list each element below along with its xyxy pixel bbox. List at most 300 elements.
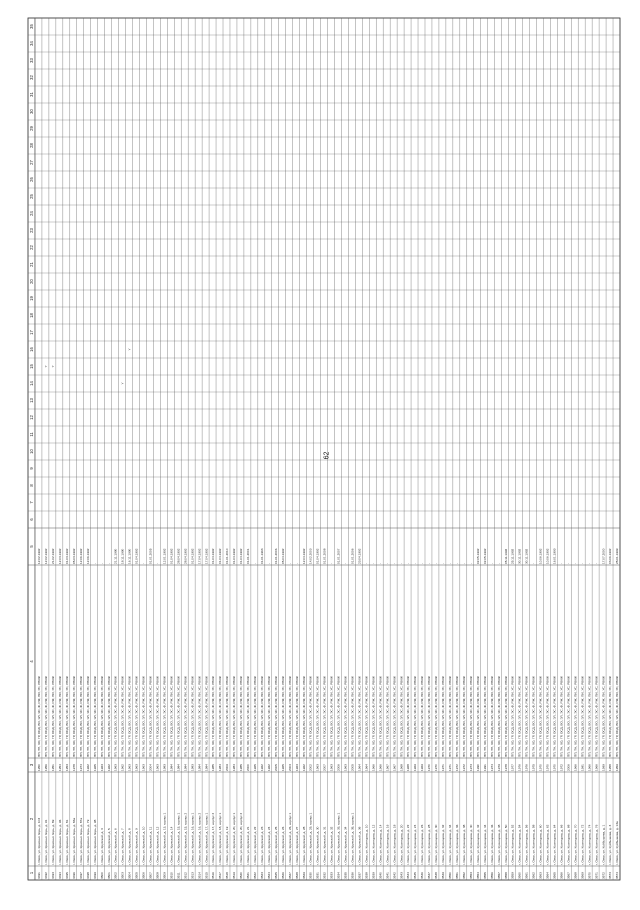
cell-date: - xyxy=(448,562,453,564)
cell-funds: ПП, ТН, ХО, ГР, ОСД, ВО, ЭЛ, ЭС, Ф, РЖ, ПИ, УС, РВКЖ xyxy=(580,675,585,757)
cell-id: 3572 xyxy=(601,872,606,879)
cell-year: 2000 xyxy=(246,764,251,771)
cell-date: - xyxy=(420,562,425,564)
cell-funds: ПП, ТН, ХО, ГР, ОСД, ВО, ЭЛ, ЭС, Ф, РЖ, ПИ, УС, РВКЖ xyxy=(301,675,306,757)
cell-funds: ПП, ТН, ХО, ГР, ОСД, ВО, ЭЛ, ЭС, Ф, РЖ, ПИ, УС, РВКЖ xyxy=(461,675,466,757)
cell-year: 1972 xyxy=(559,764,564,771)
cell-address: г. Омск, ул. Красных Зорь, д. 103 xyxy=(37,817,42,865)
cell-funds: ПП, ТН, ХО, ГР, ОСД, ВО, ЭЛ, ЭС, Ф, РЖ, ПИ, УС, РВКЖ xyxy=(141,675,146,757)
cell-address: г. Омск, ул. Кузнецова, д. 26 xyxy=(420,824,425,865)
cell-year: 1962 xyxy=(266,764,271,771)
cell-year: 1963 xyxy=(155,764,160,771)
cell-funds: ПП, ТН, ХО, ГР, ОСД, ВО, ЭЛ, ЭС, Ф, РЖ, ПИ, УС, РВКЖ xyxy=(468,675,473,757)
cell-date: 21.02.1992 xyxy=(51,548,56,564)
cell-id: 3548 xyxy=(434,872,439,879)
cell-address: г. Омск, ул. Крупской, д. 23 xyxy=(259,826,264,865)
cell-year: 1962 xyxy=(120,764,125,771)
cell-address: г. Омск, ул. Красных Зорь, д. 79 xyxy=(85,819,90,865)
cell-year: 1964 xyxy=(364,764,369,771)
cell-address: г. Омск, ул. Кузнецова, д. 36 xyxy=(455,824,460,865)
cell-year: 1991 xyxy=(482,764,487,771)
cell-date: 01.04.1992 xyxy=(232,548,237,564)
cell-funds: ПП, ТН, ХО, ГР, ОСД, ВО, ЭЛ, ЭС, Ф, РЖ, ПИ, УС, РВКЖ xyxy=(566,675,571,757)
cell-year: 2005 xyxy=(350,764,355,771)
cell-address: г. Омск, ул. Кузнецова, д. 70 xyxy=(573,824,578,865)
cell-year: 1970 xyxy=(552,764,557,771)
cell-mark: Y xyxy=(44,365,49,368)
cell-address: г. Омск, ул. Крупской, д. 9 xyxy=(134,828,139,865)
cell-year: 1963 xyxy=(343,764,348,771)
cell-date: - xyxy=(461,562,466,564)
cell-funds: ПП, ТН, ХО, ГР, ОСД, ВО, ЭЛ, ЭС, Ф, РЖ, ПИ, УС, РВКЖ xyxy=(420,675,425,757)
cell-id: 3522 xyxy=(253,872,258,879)
cell-date: - xyxy=(566,562,571,564)
cell-address: г. Омск, ул. Кузнецова, д. 38 xyxy=(461,824,466,865)
cell-date: 12.02.1992 xyxy=(44,548,49,564)
cell-id: 3551 xyxy=(455,872,460,879)
cell-date: 17.04.1992 xyxy=(197,548,202,564)
cell-address: г. Омск, ул. Крупской, д. 17, корпус 2 xyxy=(211,812,216,865)
cell-year: 1967 xyxy=(392,764,397,771)
cell-funds: ПП, ТН, ХО, ГР, ОСД, ВО, ЭЛ, ЭС, Ф, РЖ, ПИ, УС, РВКЖ xyxy=(329,675,334,757)
cell-funds: ПП, ТН, ХО, ГР, ОСД, ВО, ЭЛ, ЭС, Ф, РЖ, ПИ, УС, РВКЖ xyxy=(448,675,453,757)
cell-year: 1990 xyxy=(475,764,480,771)
cell-id: 3524 xyxy=(266,872,271,879)
cell-date: 18.11.1990 xyxy=(120,548,125,564)
cell-date: 23.04.1992 xyxy=(357,548,362,564)
cell-id: 3500 xyxy=(99,872,104,879)
cell-address: г. Омск, ул. Кузнецова, д. 40 xyxy=(468,824,473,865)
cell-funds: ПП, ТН, ХО, ГР, ОСД, ВО, ЭЛ, ЭС, Ф, РЖ, ПИ, УС, РВКЖ xyxy=(496,675,501,757)
cell-id: 3514 xyxy=(197,872,202,879)
cell-address: г. Омск, ул. Кузнецова, д. 28 xyxy=(427,824,432,865)
cell-date: 02.05.1992 xyxy=(475,548,480,564)
header-cell: 1 xyxy=(29,871,35,875)
cell-funds: ПП, ТН, ХО, ГР, ОСД, ВО, ЭЛ, ЭС, Ф, РЖ, ПИ, УС, РВКЖ xyxy=(218,675,223,757)
cell-id: 3492 xyxy=(44,872,49,879)
cell-date: - xyxy=(573,562,578,564)
cell-mark: Y xyxy=(120,382,125,385)
cell-funds: ПП, ТН, ХО, ГР, ОСД, ВО, ЭЛ, ЭС, Ф, РЖ, ПИ, УС, РВКЖ xyxy=(64,675,69,757)
cell-address: г. Омск, ул. Кузнецова, д. 62 xyxy=(545,824,550,865)
cell-address: г. Омск, ул. Крупской, д. 20, корпус 1 xyxy=(232,812,237,865)
cell-year: 1984 xyxy=(232,764,237,771)
cell-funds: ПП, ТН, ХО, ГР, ОСД, ВО, ЭЛ, ЭС, Ф, РЖ, ПИ, УС, РВКЖ xyxy=(51,675,56,757)
cell-year: 1984 xyxy=(197,764,202,771)
cell-address: г. Омск, ул. Кузнецова, д. 30 xyxy=(434,824,439,865)
cell-address: г. Омск, ул. Кузнецова, д. 52 xyxy=(510,824,515,865)
cell-funds: ПП, ТН, ХО, ГР, ОСД, ВО, ЭЛ, ЭС, Ф, РЖ, ПИ, УС, РВКЖ xyxy=(399,675,404,757)
cell-id: 3549 xyxy=(441,872,446,879)
cell-date: 30.11.1992 xyxy=(517,548,522,564)
cell-address: г. Омск, ул. Крупской, д. 14 xyxy=(169,826,174,865)
cell-id: 3528 xyxy=(294,872,299,879)
cell-id: 3527 xyxy=(287,872,292,879)
cell-address: г. Омск, ул. Крупской, д. 19 xyxy=(225,826,230,865)
header-cell: 12 xyxy=(29,415,35,420)
header-cell: 4 xyxy=(29,660,35,663)
cell-id: 3513 xyxy=(190,872,195,879)
cell-address: г. Омск, ул. Кузнецова, д. 56 xyxy=(524,824,529,865)
cell-funds: ПП, ТН, ХО, ГР, ОСД, ВО, ЭЛ, ЭС, Ф, РЖ, ПИ, УС, РВКЖ xyxy=(482,675,487,757)
cell-id: 3567 xyxy=(566,872,571,879)
cell-funds: ПП, ТН, ХО, ГР, ОСД, ВО, ЭЛ, ЭС, Ф, РЖ, ПИ, УС, РВКЖ xyxy=(78,675,83,757)
cell-id: 3511 xyxy=(176,872,181,879)
cell-funds: ПП, ТН, ХО, ГР, ОСД, ВО, ЭЛ, ЭС, Ф, РЖ, ПИ, УС, РВКЖ xyxy=(615,675,620,757)
cell-year: 1963 xyxy=(134,764,139,771)
cell-date: - xyxy=(106,562,111,564)
header-cell: 5 xyxy=(29,545,35,548)
cell-date: 01.01.2006 xyxy=(273,548,278,564)
cell-funds: ПП, ТН, ХО, ГР, ОСД, ВО, ЭЛ, ЭС, Ф, РЖ, ПИ, УС, РВКЖ xyxy=(204,675,209,757)
header-cell: 11 xyxy=(29,432,35,437)
cell-date: - xyxy=(253,562,258,564)
cell-year: 1971 xyxy=(441,764,446,771)
cell-year: 2005 xyxy=(273,764,278,771)
cell-address: г. Омск, ул. Крупской, д. 5 xyxy=(106,828,111,865)
cell-id: 3563 xyxy=(538,872,543,879)
cell-date: 12.04.1992 xyxy=(301,548,306,564)
header-cell: 16 xyxy=(29,347,35,352)
cell-funds: ПП, ТН, ХО, ГР, ОСД, ВО, ЭЛ, ЭС, Ф, РЖ, ПИ, УС, РВКЖ xyxy=(113,675,118,757)
cell-date: 12.03.1992 xyxy=(58,548,63,564)
cell-year: 1984 xyxy=(204,764,209,771)
cell-funds: ПП, ТН, ХО, ГР, ОСД, ВО, ЭЛ, ЭС, Ф, РЖ, ПИ, УС, РВКЖ xyxy=(587,675,592,757)
cell-date: 01.01.2006 xyxy=(350,548,355,564)
cell-year: 1963 xyxy=(127,764,132,771)
cell-id: 3562 xyxy=(531,872,536,879)
cell-address: г. Омск, ул. Кузнецова, д. 14 xyxy=(378,824,383,865)
cell-date: 01.04.1992 xyxy=(239,548,244,564)
cell-funds: ПП, ТН, ХО, ГР, ОСД, ВО, ЭЛ, ЭС, Ф, РЖ, ПИ, УС, РВКЖ xyxy=(559,675,564,757)
cell-address: г. Омск, ул. Куйбышева, д. 13а xyxy=(615,821,620,865)
cell-id: 3493 xyxy=(51,872,56,879)
cell-year: 1984 xyxy=(169,764,174,771)
cell-id: 3564 xyxy=(545,872,550,879)
cell-year: 1970 xyxy=(427,764,432,771)
header-cell: 15 xyxy=(29,364,35,369)
cell-date: - xyxy=(371,562,376,564)
cell-year: 1953 xyxy=(64,764,69,771)
cell-year: 1962 xyxy=(106,764,111,771)
cell-address: г. Омск, ул. Крупской, д. 28 xyxy=(301,826,306,865)
cell-year: 1976 xyxy=(524,764,529,771)
cell-address: г. Омск, ул. Кузнецова, д. 74 xyxy=(587,824,592,865)
cell-date: 01.01.2008 xyxy=(322,548,327,564)
header-cell: 31 xyxy=(29,92,35,97)
cell-year: 1970 xyxy=(545,764,550,771)
cell-date: 12.02.1992 xyxy=(37,548,42,564)
cell-funds: ПП, ТН, ХО, ГР, ОСД, ВО, ЭЛ, ЭС, Ф, РЖ, ПИ, УС, РВКЖ xyxy=(378,675,383,757)
cell-address: г. Омск, ул. Кузнецова, д. 32 xyxy=(441,824,446,865)
cell-year: 1962 xyxy=(259,764,264,771)
cell-date: - xyxy=(294,562,299,564)
cell-id: 3507 xyxy=(148,872,153,879)
cell-id: 3540 xyxy=(378,872,383,879)
cell-year: 1970 xyxy=(538,764,543,771)
cell-year: 1966 xyxy=(378,764,383,771)
cell-funds: ПП, ТН, ХО, ГР, ОСД, ВО, ЭЛ, ЭС, Ф, РЖ, ПИ, УС, РВКЖ xyxy=(127,675,132,757)
cell-id: 3525 xyxy=(273,872,278,879)
cell-year: 1974 xyxy=(78,764,83,771)
cell-year: 1965 xyxy=(280,764,285,771)
cell-year: 1977 xyxy=(510,764,515,771)
cell-id: 3494 xyxy=(58,872,63,879)
cell-year: 1984 xyxy=(176,764,181,771)
cell-date: 17.04.1992 xyxy=(204,548,209,564)
cell-year: 1975 xyxy=(531,764,536,771)
cell-id: 3532 xyxy=(322,872,327,879)
cell-id: 3515 xyxy=(204,872,209,879)
header-cell: 18 xyxy=(29,313,35,318)
header-cell: 32 xyxy=(29,75,35,80)
cell-funds: ПП, ТН, ХО, ГР, ОСД, ВО, ЭЛ, ЭС, Ф, РЖ, ПИ, УС, РВКЖ xyxy=(343,675,348,757)
cell-address: г. Омск, ул. Крупской, д. 32 xyxy=(329,826,334,865)
cell-id: 3531 xyxy=(315,872,320,879)
cell-address: г. Омск, ул. Крупской, д. 21 xyxy=(246,826,251,865)
header-cell: 17 xyxy=(29,330,35,335)
cell-year: 2002 xyxy=(308,764,313,771)
cell-year: 1966 xyxy=(573,764,578,771)
cell-year: 1978 xyxy=(503,764,508,771)
cell-date: - xyxy=(343,562,348,564)
cell-funds: ПП, ТН, ХО, ГР, ОСД, ВО, ЭЛ, ЭС, Ф, РЖ, ПИ, УС, РВКЖ xyxy=(371,675,376,757)
cell-year: 1954 xyxy=(58,764,63,771)
cell-address: г. Омск, ул. Кузнецова, д. 64 xyxy=(552,824,557,865)
cell-id: 3506 xyxy=(141,872,146,879)
cell-date: 01.01.2007 xyxy=(336,548,341,564)
cell-id: 3556 xyxy=(489,872,494,879)
cell-date: - xyxy=(468,562,473,564)
cell-date: 01.04.1992 xyxy=(190,548,195,564)
cell-funds: ПП, ТН, ХО, ГР, ОСД, ВО, ЭЛ, ЭС, Ф, РЖ, ПИ, УС, РВКЖ xyxy=(253,675,258,757)
cell-date: 28.04.1992 xyxy=(183,548,188,564)
cell-year: 1963 xyxy=(113,764,118,771)
cell-address: г. Омск, ул. Крупской, д. 3 xyxy=(99,828,104,865)
cell-id: 3491 xyxy=(37,872,42,879)
cell-date: - xyxy=(406,562,411,564)
cell-funds: ПП, ТН, ХО, ГР, ОСД, ВО, ЭЛ, ЭС, Ф, РЖ, ПИ, УС, РВКЖ xyxy=(211,675,216,757)
cell-funds: ПП, ТН, ХО, ГР, ОСД, ВО, ЭЛ, ЭС, Ф, РЖ, ПИ, УС, РВКЖ xyxy=(315,675,320,757)
cell-id: 3537 xyxy=(357,872,362,879)
header-cell: 35 xyxy=(29,24,35,29)
cell-id: 3536 xyxy=(350,872,355,879)
cell-year: 1969 xyxy=(413,764,418,771)
cell-year: 1963 xyxy=(329,764,334,771)
cell-funds: ПП, ТН, ХО, ГР, ОСД, ВО, ЭЛ, ЭС, Ф, РЖ, ПИ, УС, РВКЖ xyxy=(294,675,299,757)
header-cell: 23 xyxy=(29,228,35,233)
cell-id: 3574 xyxy=(615,872,620,879)
cell-year: 1999 xyxy=(601,764,606,771)
cell-funds: ПП, ТН, ХО, ГР, ОСД, ВО, ЭЛ, ЭС, Ф, РЖ, ПИ, УС, РВКЖ xyxy=(441,675,446,757)
cell-date: 01.01.1963 xyxy=(259,548,264,564)
cell-address: г. Омск, ул. Крупской, д. 27 xyxy=(294,826,299,865)
cell-funds: ПП, ТН, ХО, ГР, ОСД, ВО, ЭЛ, ЭС, Ф, РЖ, ПИ, УС, РВКЖ xyxy=(475,675,480,757)
header-cell: 19 xyxy=(29,296,35,301)
cell-address: г. Омск, ул. Кузнецова, д. 44 xyxy=(482,824,487,865)
cell-address: г. Омск, ул. Крупской, д. 11 xyxy=(148,826,153,865)
cell-date: 05.11.1992 xyxy=(503,548,508,564)
cell-funds: ПП, ТН, ХО, ГР, ОСД, ВО, ЭЛ, ЭС, Ф, РЖ, ПИ, УС, РВКЖ xyxy=(531,675,536,757)
cell-address: г. Омск, ул. Кузнецова, д. 50 xyxy=(503,824,508,865)
cell-address: г. Омск, ул. Кузнецова, д. 54 xyxy=(517,824,522,865)
cell-date: - xyxy=(531,562,536,564)
cell-id: 3550 xyxy=(448,872,453,879)
header-cell: 26 xyxy=(29,177,35,182)
cell-date: - xyxy=(455,562,460,564)
cell-address: г. Омск, ул. Крупской, д. 13, корпус 1 xyxy=(162,812,167,865)
cell-id: 3554 xyxy=(475,872,480,879)
cell-id: 3553 xyxy=(468,872,473,879)
cell-year: 1967 xyxy=(385,764,390,771)
cell-date: - xyxy=(489,562,494,564)
cell-funds: ПП, ТН, ХО, ГР, ОСД, ВО, ЭЛ, ЭС, Ф, РЖ, ПИ, УС, РВКЖ xyxy=(573,675,578,757)
cell-year: 2006 xyxy=(566,764,571,771)
cell-address: г. Омск, ул. Кузнецова, д. 66 xyxy=(559,824,564,865)
header-cell: 6 xyxy=(29,518,35,521)
cell-id: 3541 xyxy=(385,872,390,879)
cell-year: 2009 xyxy=(225,764,230,771)
cell-address: г. Омск, ул. Кузнецова, д. 20 xyxy=(399,824,404,865)
cell-year: 1963 xyxy=(99,764,104,771)
cell-funds: ПП, ТН, ХО, ГР, ОСД, ВО, ЭЛ, ЭС, Ф, РЖ, ПИ, УС, РВКЖ xyxy=(427,675,432,757)
cell-address: г. Омск, ул. Кузнецова, д. 68 xyxy=(566,824,571,865)
header-cell: 10 xyxy=(29,449,35,454)
cell-year: 1972 xyxy=(461,764,466,771)
header-cell: 9 xyxy=(29,467,35,470)
cell-funds: ПП, ТН, ХО, ГР, ОСД, ВО, ЭЛ, ЭС, Ф, РЖ, ПИ, УС, РВКЖ xyxy=(155,675,160,757)
cell-year: 1968 xyxy=(406,764,411,771)
cell-funds: ПП, ТН, ХО, ГР, ОСД, ВО, ЭЛ, ЭС, Ф, РЖ, ПИ, УС, РВКЖ xyxy=(183,675,188,757)
cell-id: 3543 xyxy=(399,872,404,879)
cell-address: г. Омск, ул. Красных Зорь, д. 89 xyxy=(51,819,56,865)
cell-id: 3495 xyxy=(64,872,69,879)
cell-address: г. Омск, ул. Крупской, д. 16, корпус 2 xyxy=(197,812,202,865)
cell-funds: ПП, ТН, ХО, ГР, ОСД, ВО, ЭЛ, ЭС, Ф, РЖ, ПИ, УС, РВКЖ xyxy=(385,675,390,757)
cell-date: - xyxy=(385,562,390,564)
cell-funds: ПП, ТН, ХО, ГР, ОСД, ВО, ЭЛ, ЭС, Ф, РЖ, ПИ, УС, РВКЖ xyxy=(239,675,244,757)
cell-funds: ПП, ТН, ХО, ГР, ОСД, ВО, ЭЛ, ЭС, Ф, РЖ, ПИ, УС, РВКЖ xyxy=(594,675,599,757)
cell-date: - xyxy=(594,562,599,564)
cell-funds: ПП, ТН, ХО, ГР, ОСД, ВО, ЭЛ, ЭС, Ф, РЖ, ПИ, УС, РВКЖ xyxy=(85,675,90,757)
cell-funds: ПП, ТН, ХО, ГР, ОСД, ВО, ЭЛ, ЭС, Ф, РЖ, ПИ, УС, РВКЖ xyxy=(552,675,557,757)
cell-funds: ПП, ТН, ХО, ГР, ОСД, ВО, ЭЛ, ЭС, Ф, РЖ, ПИ, УС, РВКЖ xyxy=(280,675,285,757)
cell-funds: ПП, ТН, ХО, ГР, ОСД, ВО, ЭЛ, ЭС, Ф, РЖ, ПИ, УС, РВКЖ xyxy=(71,675,76,757)
cell-date: 01.04.1992 xyxy=(218,548,223,564)
cell-id: 3561 xyxy=(524,872,529,879)
header-cell: 7 xyxy=(29,501,35,504)
cell-year: 1966 xyxy=(587,764,592,771)
cell-funds: ПП, ТН, ХО, ГР, ОСД, ВО, ЭЛ, ЭС, Ф, РЖ, ПИ, УС, РВКЖ xyxy=(232,675,237,757)
header-cell: 24 xyxy=(29,211,35,216)
cell-date: 14.02.2003 xyxy=(308,548,313,564)
cell-id: 3539 xyxy=(371,872,376,879)
header-cell: 8 xyxy=(29,484,35,487)
cell-year: 1963 xyxy=(315,764,320,771)
cell-date: - xyxy=(329,562,334,564)
cell-year: 1979 xyxy=(496,764,501,771)
cell-funds: ПП, ТН, ХО, ГР, ОСД, ВО, ЭЛ, ЭС, Ф, РЖ, ПИ, УС, РВКЖ xyxy=(336,675,341,757)
cell-address: г. Омск, ул. Кузнецова, д. 42 xyxy=(475,824,480,865)
cell-date: - xyxy=(99,562,104,564)
cell-address: г. Омск, ул. Крупской, д. 34 xyxy=(343,826,348,865)
cell-address: г. Омск, ул. Крупской, д. 18, корпус 1 xyxy=(218,812,223,865)
cell-id: 3555 xyxy=(482,872,487,879)
cell-id: 3505 xyxy=(134,872,139,879)
cell-funds: ПП, ТН, ХО, ГР, ОСД, ВО, ЭЛ, ЭС, Ф, РЖ, ПИ, УС, РВКЖ xyxy=(120,675,125,757)
cell-year: 1966 xyxy=(371,764,376,771)
cell-funds: ПП, ТН, ХО, ГР, ОСД, ВО, ЭЛ, ЭС, Ф, РЖ, ПИ, УС, РВКЖ xyxy=(99,675,104,757)
cell-date: 01.01.2005 xyxy=(148,548,153,564)
cell-funds: ПП, ТН, ХО, ГР, ОСД, ВО, ЭЛ, ЭС, Ф, РЖ, ПИ, УС, РВКЖ xyxy=(273,675,278,757)
header-cell: 13 xyxy=(29,398,35,403)
cell-date: 01.04.1992 xyxy=(134,548,139,564)
cell-funds: ПП, ТН, ХО, ГР, ОСД, ВО, ЭЛ, ЭС, Ф, РЖ, ПИ, УС, РВКЖ xyxy=(176,675,181,757)
cell-id: 3542 xyxy=(392,872,397,879)
cell-date: - xyxy=(587,562,592,564)
cell-address: г. Омск, ул. Крупской, д. 24 xyxy=(266,826,271,865)
cell-id: 3498 xyxy=(85,872,90,879)
cell-id: 3523 xyxy=(259,872,264,879)
cell-id: 3516 xyxy=(211,872,216,879)
cell-funds: ПП, ТН, ХО, ГР, ОСД, ВО, ЭЛ, ЭС, Ф, РЖ, ПИ, УС, РВКЖ xyxy=(259,675,264,757)
cell-id: 3534 xyxy=(336,872,341,879)
header-cell: 29 xyxy=(29,126,35,131)
cell-year: 1970 xyxy=(434,764,439,771)
cell-address: г. Омск, ул. Крупской, д. 6 xyxy=(113,828,118,865)
cell-date: - xyxy=(496,562,501,564)
cell-year: 1950 xyxy=(37,764,42,771)
cell-year: 1983 xyxy=(162,764,167,771)
cell-date: 03.06.1992 xyxy=(608,548,613,564)
cell-address: г. Омск, ул. Крупской, д. 15, корпус 1 xyxy=(176,812,181,865)
cell-date: - xyxy=(266,562,271,564)
cell-year: 1971 xyxy=(448,764,453,771)
cell-year: 1964 xyxy=(357,764,362,771)
cell-date: 28.01.1999 xyxy=(615,548,620,564)
header-cell: 2 xyxy=(29,817,35,821)
cell-id: 3526 xyxy=(280,872,285,879)
cell-id: 3499 xyxy=(92,872,97,879)
cell-address: г. Омск, ул. Крупской, д. 22 xyxy=(253,826,258,865)
cell-year: 1963 xyxy=(294,764,299,771)
cell-id: 3504 xyxy=(127,872,132,879)
cell-address: г. Омск, ул. Кузнецова, д. 18 xyxy=(392,824,397,865)
cell-funds: ПП, ТН, ХО, ГР, ОСД, ВО, ЭЛ, ЭС, Ф, РЖ, ПИ, УС, РВКЖ xyxy=(601,675,606,757)
cell-address: г. Омск, ул. Крупской, д. 31 xyxy=(322,826,327,865)
cell-id: 3573 xyxy=(608,872,613,879)
cell-date: 10.06.1992 xyxy=(538,548,543,564)
header-cell: 33 xyxy=(29,58,35,63)
cell-year: 1965 xyxy=(253,764,258,771)
cell-date: - xyxy=(559,562,564,564)
cell-year: 1973 xyxy=(468,764,473,771)
cell-date: 12.06.1992 xyxy=(85,548,90,564)
cell-id: 3566 xyxy=(559,872,564,879)
cell-address: г. Омск, ул. Крупской, д. 20, корпус 2 xyxy=(239,812,244,865)
header-cell: 27 xyxy=(29,160,35,165)
cell-funds: ПП, ТН, ХО, ГР, ОСД, ВО, ЭЛ, ЭС, Ф, РЖ, ПИ, УС, РВКЖ xyxy=(545,675,550,757)
cell-id: 3559 xyxy=(510,872,515,879)
cell-id: 3569 xyxy=(580,872,585,879)
cell-id: 3496 xyxy=(71,872,76,879)
cell-funds: ПП, ТН, ХО, ГР, ОСД, ВО, ЭЛ, ЭС, Ф, РЖ, ПИ, УС, РВКЖ xyxy=(357,675,362,757)
cell-mark: Y xyxy=(51,365,56,368)
cell-date: - xyxy=(155,562,160,564)
cell-id: 3552 xyxy=(461,872,466,879)
cell-year: 2003 xyxy=(287,764,292,771)
cell-funds: ПП, ТН, ХО, ГР, ОСД, ВО, ЭЛ, ЭС, Ф, РЖ, ПИ, УС, РВКЖ xyxy=(510,675,515,757)
